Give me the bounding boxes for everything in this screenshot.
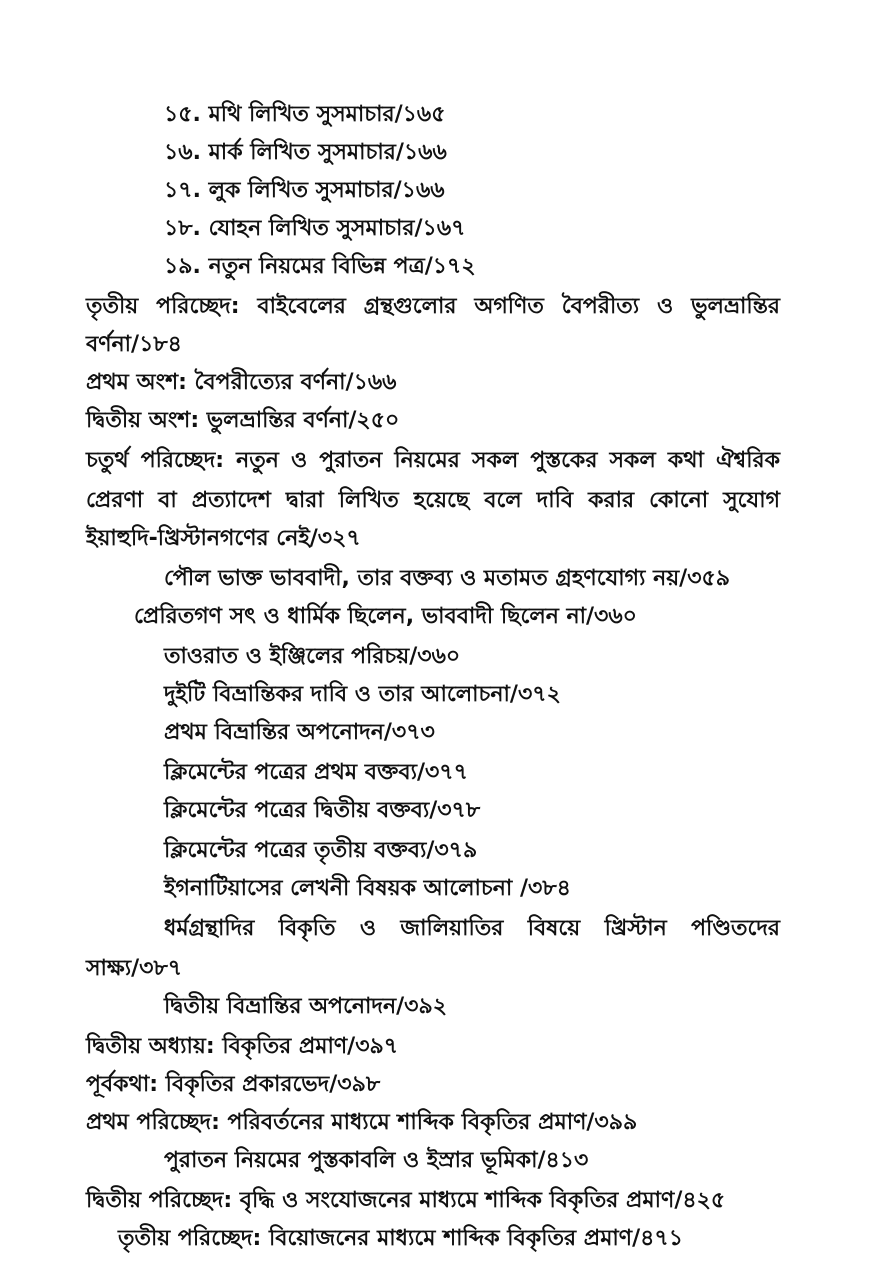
toc-entry-second-misconception: দ্বিতীয় বিভ্রান্তির অপনোদন/৩৯২	[164, 994, 448, 1019]
toc-chapter-third-line2: বর্ণনা/১৮৪	[86, 332, 182, 357]
toc-entry-john-gospel: ১৮. যোহন লিখিত সুসমাচার/১৬৭	[164, 216, 466, 241]
toc-chapter-first-section: প্রথম পরিচ্ছেদ: পরিবর্তনের মাধ্যমে শাব্দিক বিকৃতির প্রমাণ/৩৯৯	[86, 1110, 638, 1135]
toc-entry-matthew-gospel: ১৫. মথি লিখিত সুসমাচার/১৬৫	[164, 102, 446, 127]
toc-entry-first-part: প্রথম অংশ: বৈপরীত্যের বর্ণনা/১৬৬	[86, 370, 397, 395]
toc-entry-torah-injil: তাওরাত ও ইঞ্জিলের পরিচয়/৩৬০	[164, 644, 461, 669]
toc-entry-ezra: পুরাতন নিয়মের পুস্তকাবলি ও ইস্রার ভূমিকা/৪১৩	[164, 1148, 589, 1173]
toc-chapter-third-line1: তৃতীয় পরিচ্ছেদ: বাইবেলের গ্রন্থগুলোর অগণিত বৈপরীত্য ও ভুলভ্রান্তির	[86, 294, 780, 319]
toc-chapter-second-book: দ্বিতীয় অধ্যায়: বিকৃতির প্রমাণ/৩৯৭	[86, 1034, 399, 1059]
toc-entry-luke-gospel: ১৭. লুক লিখিত সুসমাচার/১৬৬	[164, 178, 445, 203]
toc-entry-scholars-testimony-line2: সাক্ষ্য/৩৮৭	[86, 956, 183, 981]
toc-entry-clement-first: ক্লিমেন্টের পত্রের প্রথম বক্তব্য/৩৭৭	[164, 760, 468, 785]
toc-chapter-fourth-line1: চতুর্থ পরিচ্ছেদ: নতুন ও পুরাতন নিয়মের সকল পুস্তকের সকল কথা ঐশ্বরিক	[86, 448, 780, 473]
toc-chapter-third-section: তৃতীয় পরিচ্ছেদ: বিয়োজনের মাধ্যমে শাব্দিক বিকৃতির প্রমাণ/৪৭১	[118, 1226, 683, 1251]
toc-chapter-fourth-line2: প্রেরণা বা প্রত্যাদেশ দ্বারা লিখিত হয়েছে বলে দাবি করার কোনো সুযোগ	[86, 488, 780, 513]
toc-chapter-second-section: দ্বিতীয় পরিচ্ছেদ: বৃদ্ধি ও সংযোজনের মাধ্যমে শাব্দিক বিকৃতির প্রমাণ/৪২৫	[86, 1188, 726, 1213]
toc-entry-two-claims: দুইটি বিভ্রান্তিকর দাবি ও তার আলোচনা/৩৭২	[164, 682, 561, 707]
toc-entry-mark-gospel: ১৬. মার্ক লিখিত সুসমাচার/১৬৬	[164, 140, 447, 165]
toc-entry-clement-second: ক্লিমেন্টের পত্রের দ্বিতীয় বক্তব্য/৩৭৮	[164, 798, 481, 823]
toc-entry-clement-third: ক্লিমেন্টের পত্রের তৃতীয় বক্তব্য/৩৭৯	[164, 838, 478, 863]
toc-entry-preface: পূর্বকথা: বিকৃতির প্রকারভেদ/৩৯৮	[86, 1072, 381, 1097]
toc-entry-first-misconception: প্রথম বিভ্রান্তির অপনোদন/৩৭৩	[164, 720, 435, 745]
toc-chapter-fourth-line3: ইয়াহুদি-খ্রিস্টানগণের নেই/৩২৭	[86, 526, 361, 551]
toc-entry-paul: পৌল ভাক্ত ভাববাদী, তার বক্তব্য ও মতামত গ্রহণযোগ্য নয়/৩৫৯	[164, 566, 731, 591]
toc-entry-apostles: প্রেরিতগণ সৎ ও ধার্মিক ছিলেন, ভাববাদী ছিলেন না/৩৬০	[134, 604, 637, 629]
toc-entry-new-testament-letters: ১৯. নতুন নিয়মের বিভিন্ন পত্র/১৭২	[164, 254, 476, 279]
toc-entry-second-part: দ্বিতীয় অংশ: ভুলভ্রান্তির বর্ণনা/২৫০	[86, 408, 400, 433]
toc-entry-scholars-testimony-line1: ধর্মগ্রন্থাদির বিকৃতি ও জালিয়াতির বিষয়ে খ্রিস্টান পণ্ডিতদের	[164, 916, 780, 941]
toc-entry-ignatius: ইগনাটিয়াসের লেখনী বিষয়ক আলোচনা /৩৮৪	[164, 876, 571, 901]
